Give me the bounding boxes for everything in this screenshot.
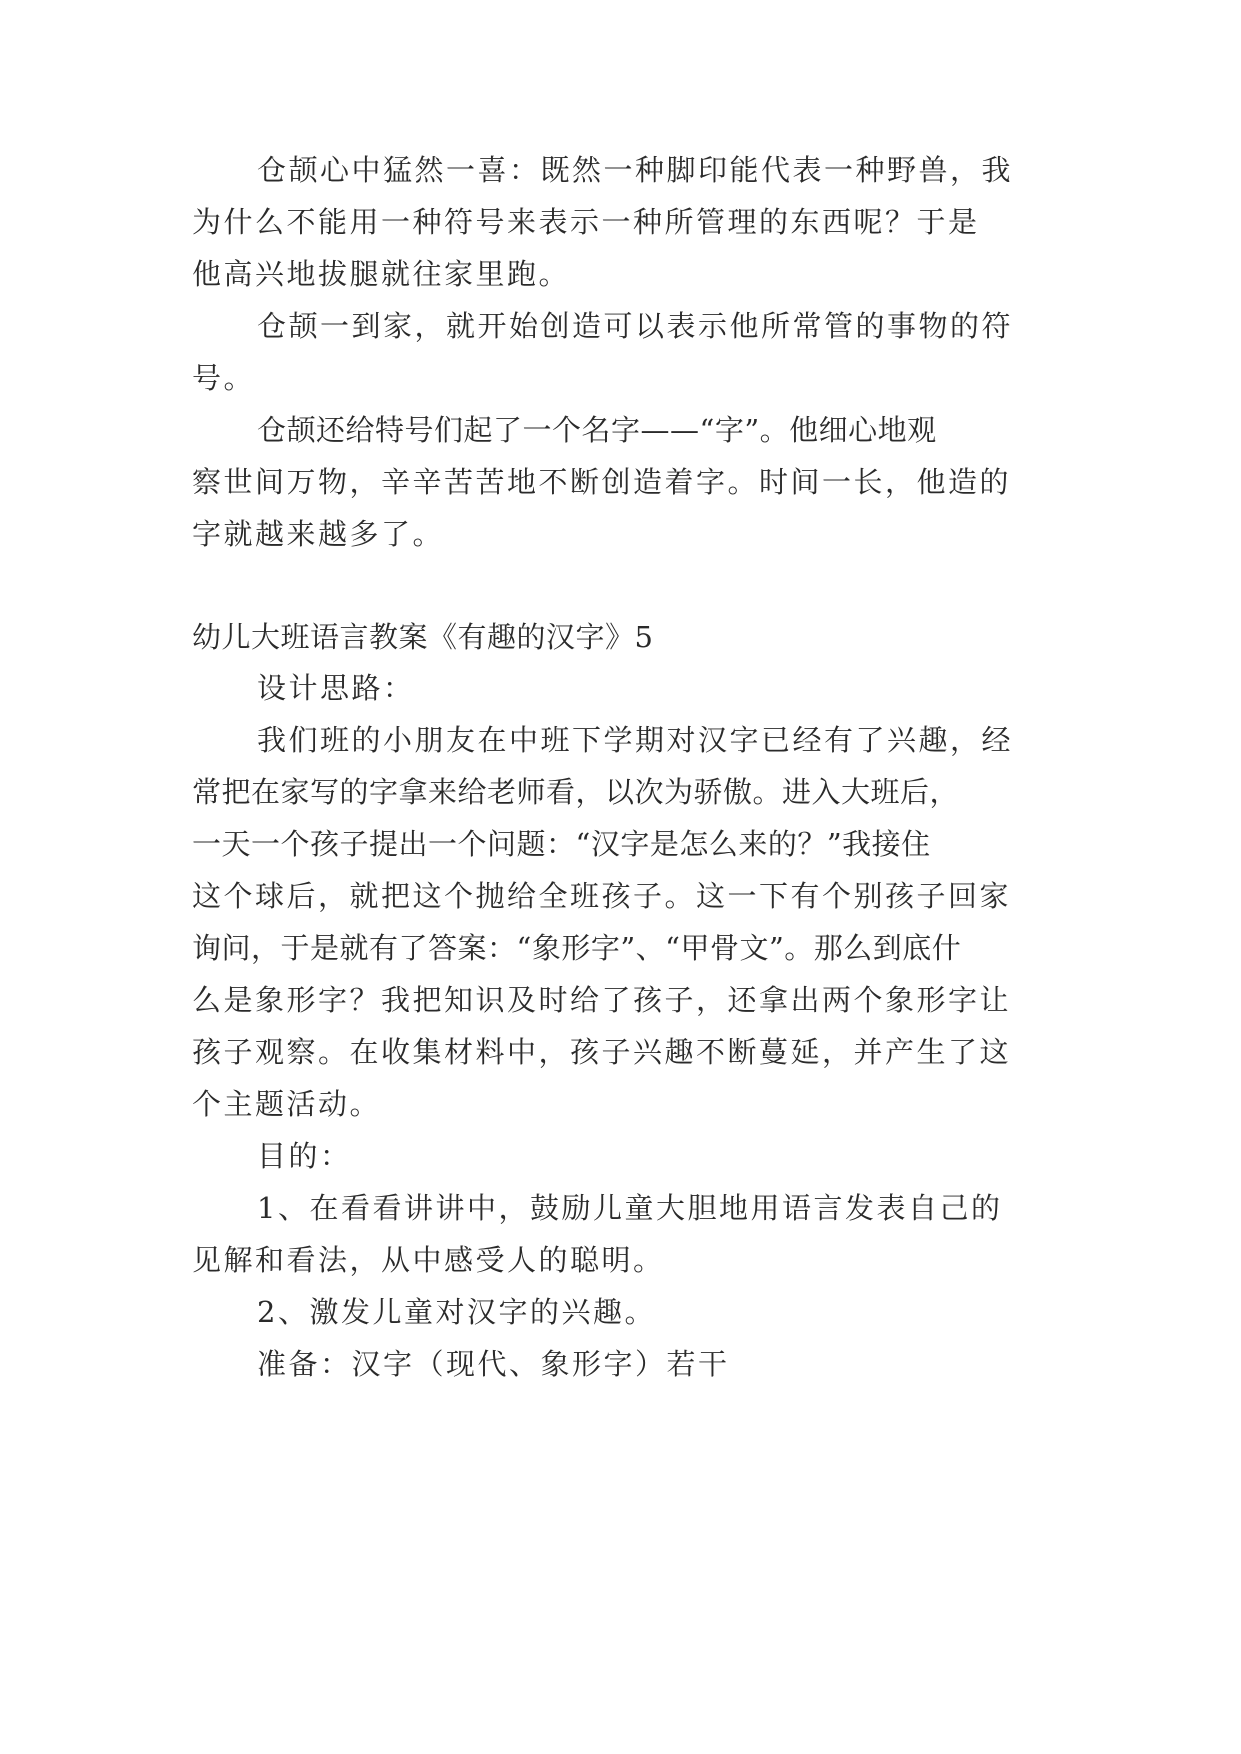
paragraph-line: 号。 [192,361,256,395]
paragraph-line: 么是象形字？我把知识及时给了孩子，还拿出两个象形字让 [192,983,1012,1017]
section-heading: 幼儿大班语言教案《有趣的汉字》5 [192,620,654,654]
goal-item: 2、激发儿童对汉字的兴趣。 [257,1295,656,1329]
paragraph-line: 孩子观察。在收集材料中，孩子兴趣不断蔓延，并产生了这 [192,1035,1012,1069]
design-label: 设计思路： [257,671,415,705]
paragraph-line: 这个球后，就把这个抛给全班孩子。这一下有个别孩子回家 [192,879,1012,913]
paragraph-line: 为什么不能用一种符号来表示一种所管理的东西呢？于是 [192,205,980,239]
paragraph-line: 我们班的小朋友在中班下学期对汉字已经有了兴趣，经 [257,723,1014,757]
paragraph-line: 他高兴地拔腿就往家里跑。 [192,257,571,291]
goal-label: 目的： [257,1139,352,1173]
paragraph-line: 一天一个孩子提出一个问题：“汉字是怎么来的？”我接住 [192,827,931,861]
goal-item: 1、在看看讲讲中，鼓励儿童大胆地用语言发表自己的 [257,1191,1003,1225]
paragraph-line: 仓颉一到家，就开始创造可以表示他所常管的事物的符 [257,309,1014,343]
paragraph-line: 察世间万物，辛辛苦苦地不断创造着字。时间一长，他造的 [192,465,1012,499]
paragraph-line: 仓颉还给特号们起了一个名字——“字”。他细心地观 [257,413,937,447]
preparation-line: 准备：汉字（现代、象形字）若干 [257,1347,730,1381]
paragraph-line: 仓颉心中猛然一喜：既然一种脚印能代表一种野兽，我 [257,153,1014,187]
paragraph-line: 常把在家写的字拿来给老师看，以次为骄傲。进入大班后， [192,775,960,809]
paragraph-line: 询问，于是就有了答案：“象形字”、“甲骨文”。那么到底什 [192,931,962,965]
goal-item-continued: 见解和看法，从中感受人的聪明。 [192,1243,665,1277]
paragraph-line: 字就越来越多了。 [192,517,445,551]
paragraph-line: 个主题活动。 [192,1087,382,1121]
